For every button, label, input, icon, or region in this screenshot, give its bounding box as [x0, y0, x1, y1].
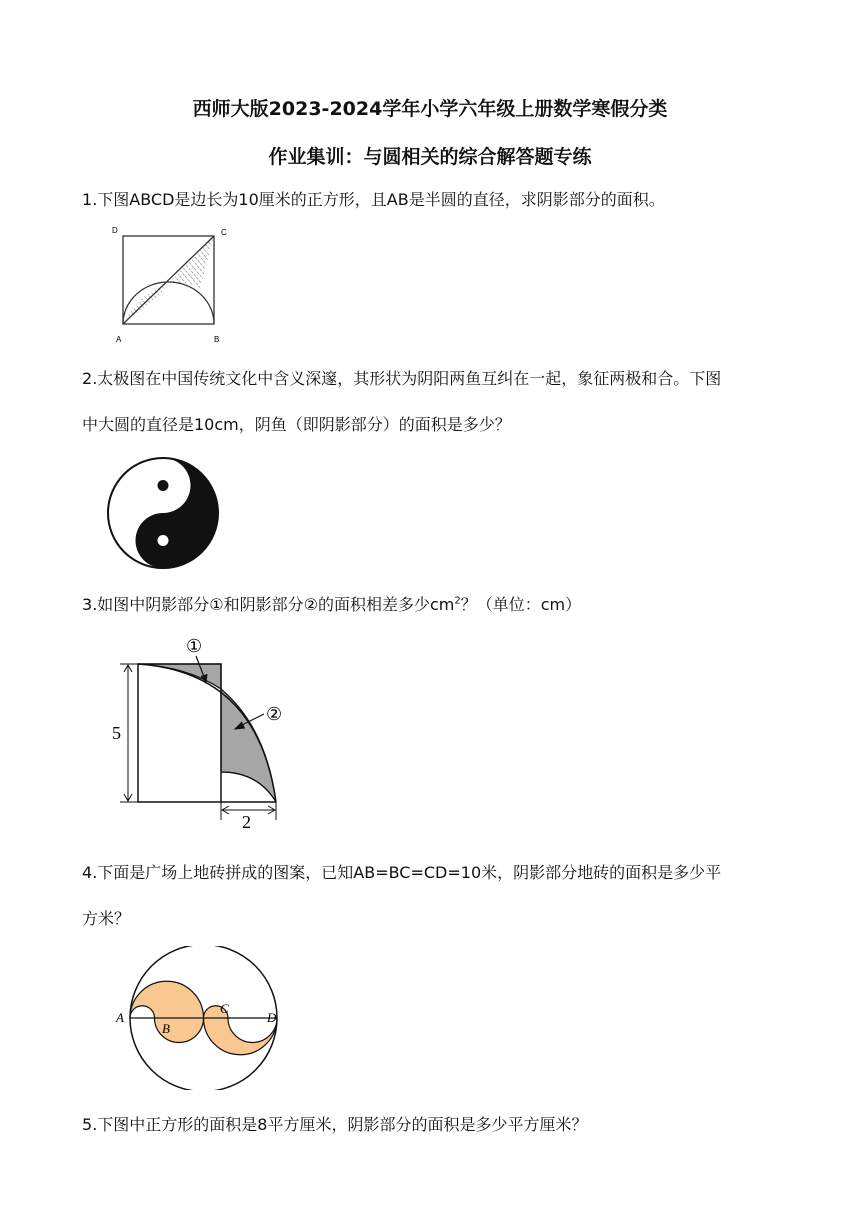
q3-shade-1: [138, 664, 221, 689]
question-3-body-tail: ？（单位：cm）: [460, 595, 582, 614]
question-5-body: .下图中正方形的面积是8平方厘米，阴影部分的面积是多少平方厘米？: [92, 1115, 588, 1134]
q1-label-b: B: [214, 335, 220, 344]
q4-label-b: B: [162, 1021, 170, 1036]
page-title-line2: 作业集训：与圆相关的综合解答题专练: [268, 146, 592, 168]
q4-label-d: D: [267, 1010, 277, 1025]
q3-width-label: 2: [242, 812, 251, 832]
page-title-line1: 西师大版2023-2024学年小学六年级上册数学寒假分类: [192, 98, 668, 120]
q1-label-d: D: [112, 226, 118, 235]
question-2-taiji-figure: [104, 454, 222, 572]
question-2-line2: 中大圆的直径是10cm，阴鱼（即阴影部分）的面积是多少？: [82, 415, 511, 434]
question-3-text: [82, 592, 581, 615]
q4-label-a: A: [116, 1010, 124, 1025]
question-4-line1: [82, 860, 721, 883]
question-2-body-1: .太极图在中国传统文化中含义深邃，其形状为阴阳两鱼互纠在一起，象征两极和合。下图: [92, 369, 722, 388]
q3-height-label: 5: [112, 723, 121, 743]
question-1-figure: [108, 222, 238, 347]
question-4-line2: 方米？: [82, 909, 131, 928]
taiji-dot-white: [158, 535, 169, 546]
question-1-body: .下图ABCD是边长为10厘米的正方形，且AB是半圆的直径，求阴影部分的面积。: [92, 190, 665, 209]
question-1-number: 1: [82, 190, 93, 209]
q1-label-a: A: [116, 335, 122, 344]
q1-semicircle: [123, 282, 214, 324]
question-3-figure: [108, 632, 298, 832]
question-3-body: .如图中阴影部分①和阴影部分②的面积相差多少cm: [92, 595, 455, 614]
question-4-number: 4: [82, 863, 93, 882]
question-4-body-1: .下面是广场上地砖拼成的图案，已知AB=BC=CD=10米，阴影部分地砖的面积是多少平: [92, 863, 722, 882]
question-2-line1: [82, 366, 721, 389]
q1-label-c: C: [221, 228, 227, 237]
q1-shade-right: [168, 236, 214, 289]
q3-label-2: ②: [266, 704, 283, 724]
question-3-number: 3: [82, 595, 93, 614]
q4-label-c: C: [220, 1001, 229, 1016]
question-1-text: [82, 187, 665, 210]
question-3-sup: 2: [454, 595, 461, 607]
question-4-figure: [114, 946, 290, 1090]
taiji-dot-black: [158, 480, 169, 491]
question-5-number: 5: [82, 1115, 93, 1134]
q3-label-1: ①: [186, 636, 203, 656]
question-5-text: [82, 1112, 587, 1135]
question-2-number: 2: [82, 369, 93, 388]
